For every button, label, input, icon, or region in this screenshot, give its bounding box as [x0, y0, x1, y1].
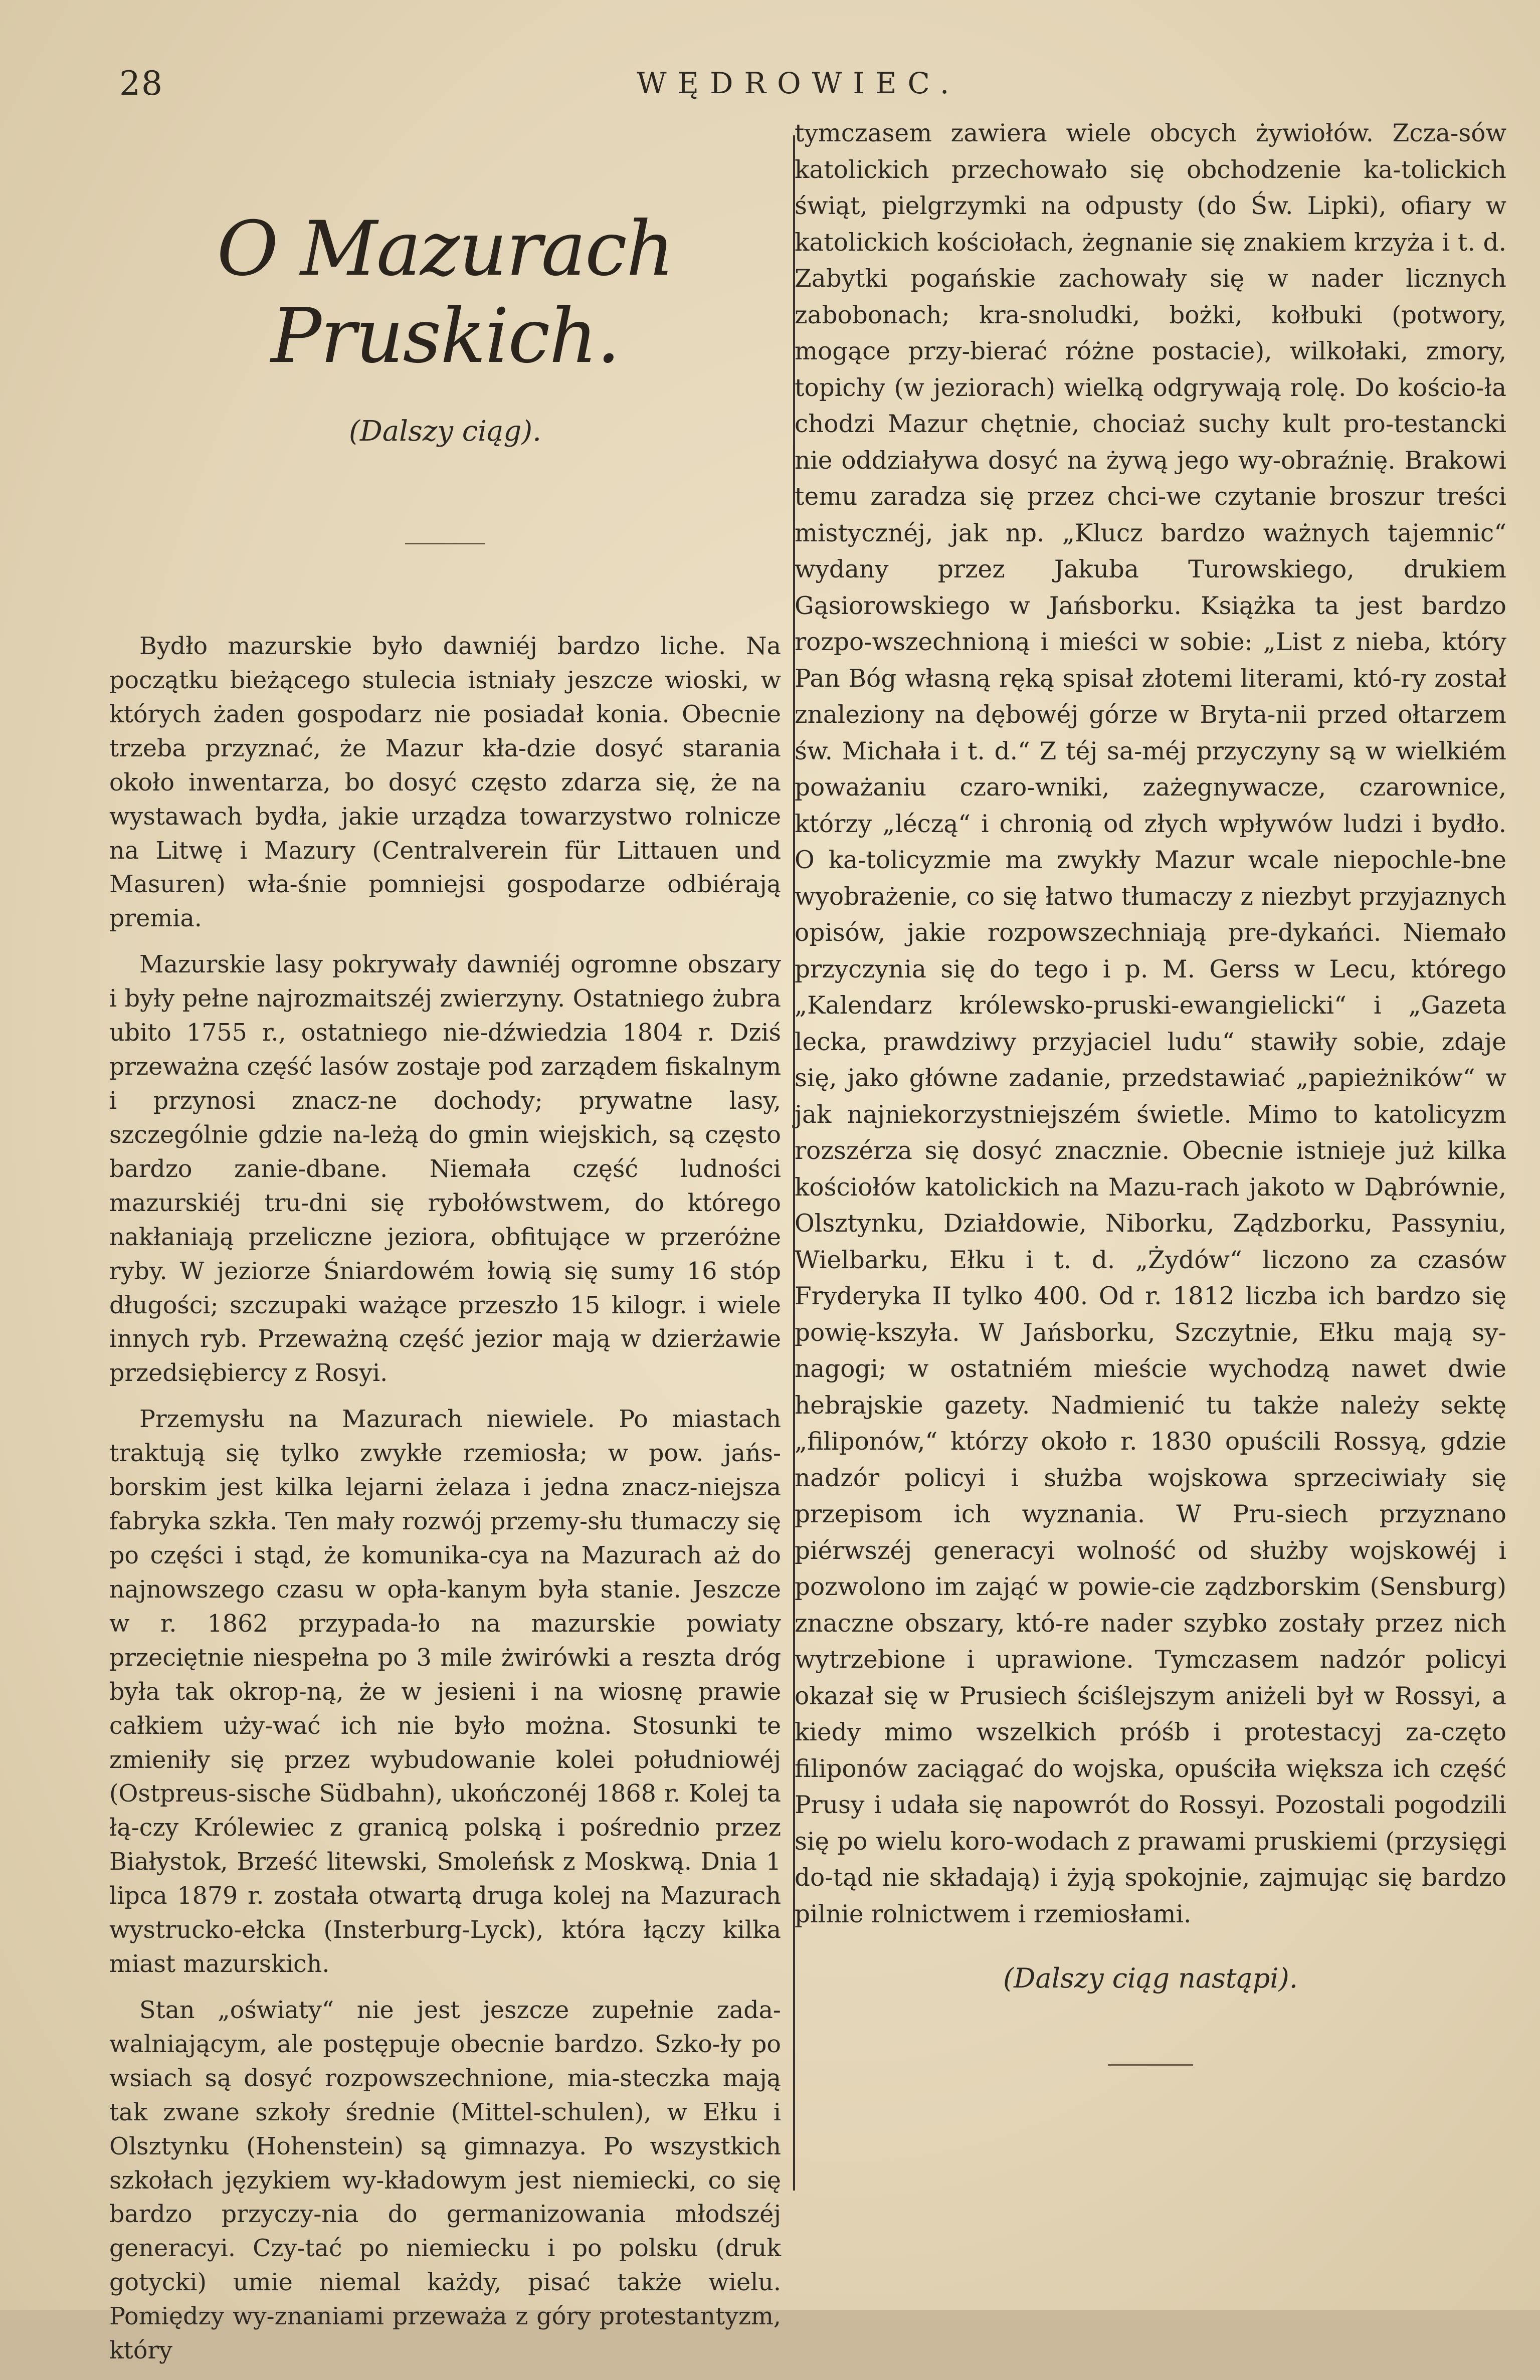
paragraph-cattle: Bydło mazurskie było dawniéj bardzo liche. Na początku bieżącego stulecia istniały jeszcze wioski, w których żaden gospodarz nie posiadał konia. Obecnie trzeba przyznać, że Mazur kła-dzie dosyć starania około inwentarza, bo dosyć często zdarza się, że na wystawach bydła, jakie urządza towarzystwo rolnicze na Litwę i Mazury (Centralverein für Littauen und Masuren) wła-śnie pomniejsi gospodarze odbiérają premia.: [109, 633, 781, 933]
left-column: [109, 185, 781, 2380]
page-number: 28: [119, 64, 163, 103]
running-title: WĘDROWIEC.: [637, 66, 960, 100]
paragraph-forests: Mazurskie lasy pokrywały dawniéj ogromne obszary i były pełne najrozmaitszéj zwierzyny. Ostatniego żubra ubito 1755 r., ostatniego nie-dźwiedzia 1804 r. Dziś przeważna część lasów zostaje pod zarządem fiskalnym i przynosi znacz-ne dochody; prywatne lasy, szczególnie gdzie na-leżą do gmin wiejskich, są często bardzo zanie-dbane. Niemała część ludności mazurskiéj tru-dni się rybołówstwem, do którego nakłaniają przeliczne jeziora, obfitujące w przeróżne ryby. W jeziorze Śniardowém łowią się sumy 16 stóp długości; szczupaki ważące przeszło 15 kilogr. i wiele innych ryb. Przeważną część jezior mają w dzierżawie przedsiębiercy z Rosyi.: [109, 951, 781, 1387]
paragraph-industry: Przemysłu na Mazurach niewiele. Po miastach traktują się tylko zwykłe rzemiosła; w pow. jańs-borskim jest kilka lejarni żelaza i jedna znacz-niejsza fabryka szkła. Ten mały rozwój przemy-słu tłumaczy się po części i stąd, że komunika-cya na Mazurach aż do najnowszego czasu w opła-kanym była stanie. Jeszcze w r. 1862 przypada-ło na mazurskie powiaty przeciętnie niespełna po 3 mile żwirówki a reszta dróg była tak okrop-ną, że w jesieni i na wiosnę prawie całkiem uży-wać ich nie było można. Stosunki te zmieniły się przez wybudowanie kolei południowéj (Ostpreus-sische Südbahn), ukończonéj 1868 r. Kolej ta łą-czy Królewiec z granicą polską i pośrednio przez Białystok, Brześć litewski, Smoleńsk z Moskwą. Dnia 1 lipca 1879 r. została otwartą druga kolej na Mazurach wystrucko-ełcka (Insterburg-Lyck), która łączy kilka miast mazurskich.: [109, 1406, 781, 1978]
end-divider: [1108, 2064, 1193, 2066]
article-title: O Mazurach Pruskich.: [217, 206, 674, 380]
paragraph-religion: tymczasem zawiera wiele obcych żywiołów. Zcza-sów katolickich przechowało się obchodzenie ka-tolickich świąt, pielgrzymki na odpusty (do Św. Lipki), ofiary w katolickich kościołach, żegnanie się znakiem krzyża i t. d. Zabytki pogańskie zachowały się w nader licznych zabobonach; kra-snoludki, bożki, kołbuki (potwory, mogące przy-bierać różne postacie), wilkołaki, zmory, topichy (w jeziorach) wielką odgrywają rolę. Do kościo-ła chodzi Mazur chętnie, chociaż suchy kult pro-testancki nie oddziaływa dosyć na żywą jego wy-obraźnię. Brakowi temu zaradza się przez chci-we czytanie broszur treści mistycznéj, jak np. „Klucz bardzo ważnych tajemnic“ wydany przez Jakuba Turowskiego, drukiem Gąsiorowskiego w Jańsborku. Książka ta jest bardzo rozpo-wszechnioną i mieści w sobie: „List z nieba, który Pan Bóg własną ręką spisał złotemi literami, któ-ry został znaleziony na dębowéj górze w Bryta-nii przed ołtarzem św. Michała i t. d.“ Z téj sa-méj przyczyny są w wielkiém poważaniu czaro-wniki, zażegnywacze, czarownice, którzy „léczą“ i chronią od złych wpływów ludzi i bydło. O ka-tolicyzmie ma zwykły Mazur wcale niepochle-bne wyobrażenie, co się łatwo tłumaczy z niezbyt przyjaznych opisów, jakie rozpowszechniają pre-dykańci. Niemało przyczynia się do tego i p. M. Gerss w Lecu, którego „Kalendarz królewsko-pruski-ewangielicki“ i „Gazeta lecka, prawdziwy przyjaciel ludu“ stawiły sobie, zdaje się, jako główne zadanie, przedstawiać „papieżników“ w jak najniekorzystniejszém świetle. Mimo to katolicyzm rozszérza się dosyć znacznie. Obecnie istnieje już kilka kościołów katolickich na Mazu-rach jakoto w Dąbrównie, Olsztynku, Działdowie, Niborku, Ządzborku, Passyniu, Wielbarku, Ełku i t. d. „Żydów“ liczono za czasów Fryderyka II tylko 400. Od r. 1812 liczba ich bardzo się powię-kszyła. W Jańsborku, Szczytnie, Ełku mają sy-nagogi; w ostatniém mieście wychodzą nawet dwie hebrajskie gazety. Nadmienić tu także należy sektę „filiponów,“ którzy około r. 1830 opuścili Rossyą, gdzie nadzór policyi i służba wojskowa sprzeciwiały się przepisom ich wyznania. W Pru-siech przyznano piérwszéj generacyi wolność od służby wojskowéj i pozwolono im zająć w powie-cie ządzborskim (Sensburg) znaczne obszary, któ-re nader szybko zostały przez nich wytrzebione i uprawione. Tymczasem nadzór policyi okazał się w Prusiech ściślejszym aniżeli był w Rossyi, a kiedy mimo wszelkich próśb i protestacyj za-częto filiponów zaciągać do wojska, opuściła większa ich część Prusy i udała się napowrót do Rossyi. Pozostali pogodzili się po wielu koro-wodach z prawami pruskiemi (przysięgi do-tąd nie składają) i żyją spokojnie, zajmując się bardzo pilnie rolnictwem i rzemiosłami.: [795, 119, 1506, 1928]
article-subtitle: (Dalszy ciąg).: [349, 415, 541, 448]
paragraph-education: Stan „oświaty“ nie jest jeszcze zupełnie zada-walniającym, ale postępuje obecnie bardzo. Szko-ły po wsiach są dosyć rozpowszechnione, mia-steczka mają tak zwane szkoły średnie (Mittel-schulen), w Ełku i Olsztynku (Hohenstein) są gimnazya. Po wszystkich szkołach językiem wy-kładowym jest niemiecki, co się bardzo przyczy-nia do germanizowania młodszéj generacyi. Czy-tać po niemiecku i po polsku (druk gotycki) umie niemal każdy, pisać także wielu. Pomiędzy wy-znaniami przeważa z góry protestantyzm, który: [109, 1996, 781, 2365]
right-column: [795, 115, 1506, 2066]
title-divider: [405, 543, 485, 544]
continuation-note: (Dalszy ciąg nastąpi).: [1003, 1962, 1298, 1994]
